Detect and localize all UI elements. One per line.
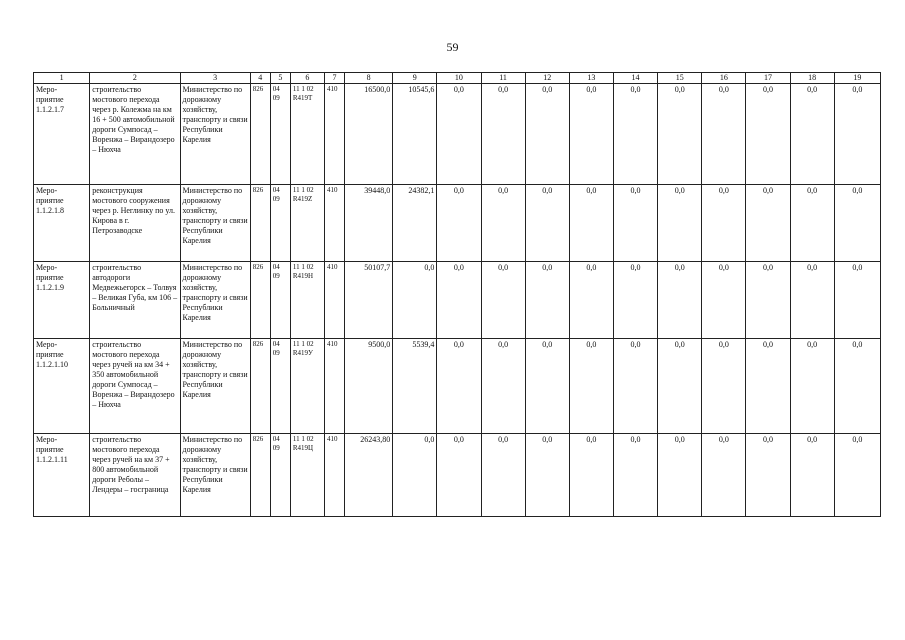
value-cell: 0,0 (613, 84, 657, 185)
column-header: 8 (345, 73, 393, 84)
csr-cell: 11 1 02 R419У (290, 339, 324, 434)
column-header: 19 (834, 73, 880, 84)
executor-cell: Министерство по дорожному хозяйству, транспорту и связи Республики Карелия (180, 434, 250, 517)
value-cell: 0,0 (525, 185, 569, 262)
value-cell: 0,0 (658, 262, 702, 339)
table-row (34, 84, 881, 185)
column-header: 12 (525, 73, 569, 84)
value-cell: 0,0 (702, 84, 746, 185)
rzpr-cell: 04 09 (270, 262, 290, 339)
value-cell: 0,0 (746, 84, 790, 185)
value-cell: 9500,0 (345, 339, 393, 434)
budget-table (33, 72, 881, 517)
grbs-cell: 826 (250, 434, 270, 517)
table-row (34, 434, 881, 517)
description-cell: строительство мостового перехода через р. Колежма на км 16 + 500 автомобильной дороги Сумпосад – Воренжа – Вирандозеро – Нюхча (90, 84, 180, 185)
value-cell: 0,0 (569, 262, 613, 339)
value-cell: 0,0 (790, 262, 834, 339)
column-header: 13 (569, 73, 613, 84)
column-header: 11 (481, 73, 525, 84)
value-cell: 0,0 (437, 185, 481, 262)
rzpr-cell: 04 09 (270, 84, 290, 185)
value-cell: 0,0 (569, 84, 613, 185)
table-row (34, 339, 881, 434)
executor-cell: Министерство по дорожному хозяйству, транспорту и связи Республики Карелия (180, 262, 250, 339)
value-cell: 0,0 (613, 434, 657, 517)
value-cell: 16500,0 (345, 84, 393, 185)
value-cell: 0,0 (525, 339, 569, 434)
value-cell: 0,0 (613, 339, 657, 434)
executor-cell: Министерство по дорожному хозяйству, транспорту и связи Республики Карелия (180, 185, 250, 262)
column-header: 16 (702, 73, 746, 84)
value-cell: 0,0 (481, 339, 525, 434)
description-cell: строительство автодороги Медвежьегорск – Толвуя – Великая Губа, км 106 – Больничный (90, 262, 180, 339)
vr-cell: 410 (324, 262, 344, 339)
grbs-cell: 826 (250, 84, 270, 185)
value-cell: 0,0 (569, 339, 613, 434)
value-cell: 10545,6 (393, 84, 437, 185)
value-cell: 0,0 (702, 434, 746, 517)
value-cell: 0,0 (702, 262, 746, 339)
value-cell: 0,0 (658, 185, 702, 262)
value-cell: 0,0 (437, 84, 481, 185)
value-cell: 0,0 (569, 434, 613, 517)
value-cell: 0,0 (746, 339, 790, 434)
value-cell: 0,0 (790, 339, 834, 434)
event-id-cell: Меро- приятие 1.1.2.1.10 (34, 339, 90, 434)
rzpr-cell: 04 09 (270, 339, 290, 434)
description-cell: строительство мостового перехода через ручей на км 34 + 350 автомобильной дороги Сумпосад – Воренжа – Вирандозеро – Нюхча (90, 339, 180, 434)
value-cell: 26243,80 (345, 434, 393, 517)
column-header: 10 (437, 73, 481, 84)
value-cell: 0,0 (437, 434, 481, 517)
value-cell: 0,0 (658, 339, 702, 434)
column-header: 17 (746, 73, 790, 84)
column-header: 9 (393, 73, 437, 84)
column-header: 6 (290, 73, 324, 84)
column-header: 3 (180, 73, 250, 84)
value-cell: 0,0 (525, 434, 569, 517)
event-id-cell: Меро- приятие 1.1.2.1.11 (34, 434, 90, 517)
value-cell: 0,0 (481, 185, 525, 262)
value-cell: 0,0 (746, 434, 790, 517)
grbs-cell: 826 (250, 339, 270, 434)
value-cell: 0,0 (481, 84, 525, 185)
column-header: 15 (658, 73, 702, 84)
csr-cell: 11 1 02 R419Т (290, 84, 324, 185)
page-number: 59 (446, 40, 459, 54)
column-header: 18 (790, 73, 834, 84)
value-cell: 0,0 (834, 185, 880, 262)
grbs-cell: 826 (250, 185, 270, 262)
column-header: 1 (34, 73, 90, 84)
header-row (34, 73, 881, 84)
description-cell: реконструкция мостового сооружения через р. Неглинку по ул. Кирова в г. Петрозаводске (90, 185, 180, 262)
event-id-cell: Меро- приятие 1.1.2.1.7 (34, 84, 90, 185)
value-cell: 0,0 (834, 84, 880, 185)
column-header: 7 (324, 73, 344, 84)
value-cell: 39448,0 (345, 185, 393, 262)
value-cell: 0,0 (790, 84, 834, 185)
value-cell: 0,0 (834, 339, 880, 434)
column-header: 14 (613, 73, 657, 84)
csr-cell: 11 1 02 R419Ц (290, 434, 324, 517)
grbs-cell: 826 (250, 262, 270, 339)
value-cell: 0,0 (393, 262, 437, 339)
column-header: 5 (270, 73, 290, 84)
value-cell: 0,0 (658, 434, 702, 517)
rzpr-cell: 04 09 (270, 434, 290, 517)
value-cell: 0,0 (702, 339, 746, 434)
vr-cell: 410 (324, 339, 344, 434)
value-cell: 0,0 (834, 434, 880, 517)
value-cell: 0,0 (746, 262, 790, 339)
value-cell: 0,0 (702, 185, 746, 262)
event-id-cell: Меро- приятие 1.1.2.1.8 (34, 185, 90, 262)
vr-cell: 410 (324, 185, 344, 262)
value-cell: 0,0 (437, 339, 481, 434)
value-cell: 5539,4 (393, 339, 437, 434)
value-cell: 0,0 (437, 262, 481, 339)
column-header: 2 (90, 73, 180, 84)
value-cell: 0,0 (525, 262, 569, 339)
value-cell: 24382,1 (393, 185, 437, 262)
value-cell: 0,0 (525, 84, 569, 185)
table-row (34, 262, 881, 339)
table-row (34, 185, 881, 262)
column-header: 4 (250, 73, 270, 84)
value-cell: 0,0 (569, 185, 613, 262)
description-cell: строительство мостового перехода через ручей на км 37 + 800 автомобильной дороги Реболы – Лендеры – госграница (90, 434, 180, 517)
executor-cell: Министерство по дорожному хозяйству, транспорту и связи Республики Карелия (180, 339, 250, 434)
csr-cell: 11 1 02 R419Z (290, 185, 324, 262)
value-cell: 0,0 (481, 262, 525, 339)
value-cell: 0,0 (834, 262, 880, 339)
value-cell: 0,0 (481, 434, 525, 517)
value-cell: 0,0 (658, 84, 702, 185)
value-cell: 50107,7 (345, 262, 393, 339)
value-cell: 0,0 (746, 185, 790, 262)
vr-cell: 410 (324, 84, 344, 185)
executor-cell: Министерство по дорожному хозяйству, транспорту и связи Республики Карелия (180, 84, 250, 185)
event-id-cell: Меро- приятие 1.1.2.1.9 (34, 262, 90, 339)
value-cell: 0,0 (613, 262, 657, 339)
value-cell: 0,0 (613, 185, 657, 262)
value-cell: 0,0 (393, 434, 437, 517)
csr-cell: 11 1 02 R419Н (290, 262, 324, 339)
rzpr-cell: 04 09 (270, 185, 290, 262)
value-cell: 0,0 (790, 185, 834, 262)
vr-cell: 410 (324, 434, 344, 517)
value-cell: 0,0 (790, 434, 834, 517)
